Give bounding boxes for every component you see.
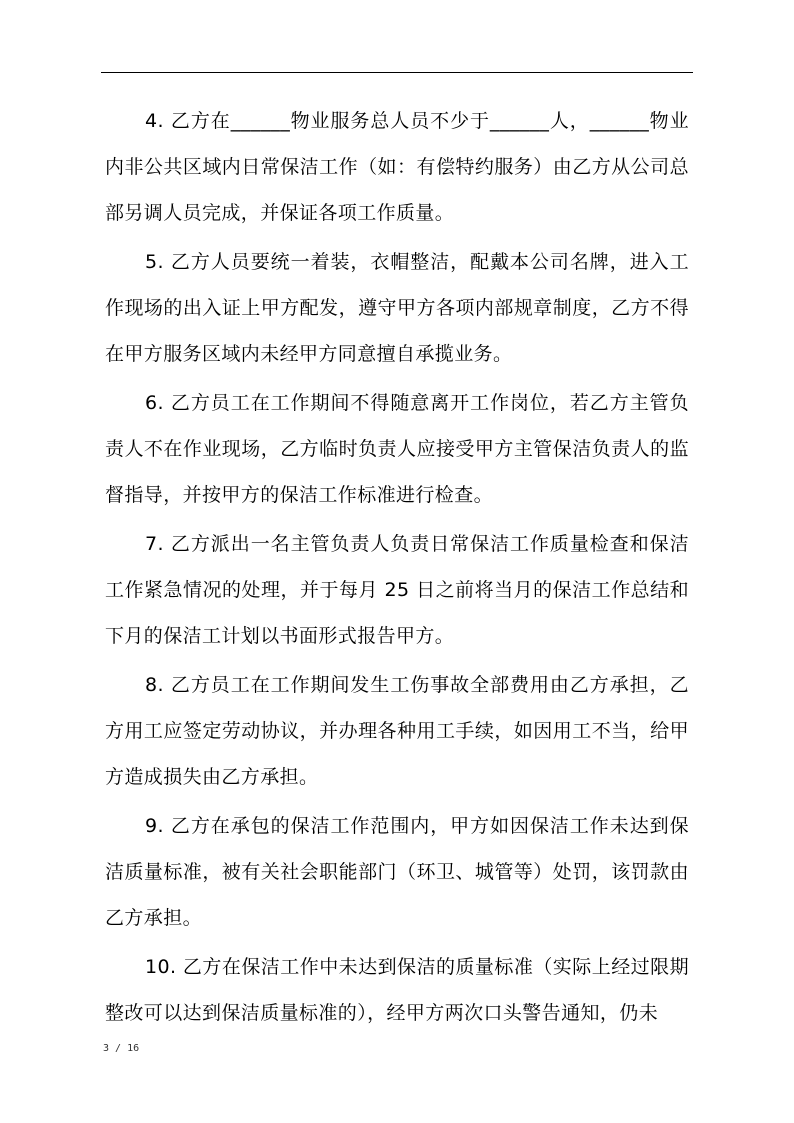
page-number: 3 / 16 xyxy=(103,1043,140,1054)
document-body xyxy=(105,98,689,1039)
header-rule xyxy=(101,72,693,73)
paragraph-7: 7. 乙方派出一名主管负责人负责日常保洁工作质量检查和保洁工作紧急情况的处理，并于每月 25 日之前将当月的保洁工作总结和下月的保洁工计划以书面形式报告甲方。 xyxy=(105,533,689,647)
paragraph-4: 4. 乙方在______物业服务总人员不少于______人，______物业内非公共区域内日常保洁工作（如：有偿特约服务）由乙方从公司总部另调人员完成，并保证各项工作质量。 xyxy=(105,110,689,224)
paragraph-9: 9. 乙方在承包的保洁工作范围内，甲方如因保洁工作未达到保洁质量标准，被有关社会职能部门（环卫、城管等）处罚，该罚款由乙方承担。 xyxy=(105,815,689,929)
paragraph-5: 5. 乙方人员要统一着装，衣帽整洁，配戴本公司名牌，进入工作现场的出入证上甲方配发，遵守甲方各项内部规章制度，乙方不得在甲方服务区域内未经甲方同意擅自承揽业务。 xyxy=(105,251,689,365)
paragraph-6: 6. 乙方员工在工作期间不得随意离开工作岗位，若乙方主管负责人不在作业现场，乙方临时负责人应接受甲方主管保洁负责人的监督指导，并按甲方的保洁工作标准进行检查。 xyxy=(105,392,689,506)
paragraph-10: 10. 乙方在保洁工作中未达到保洁的质量标准（实际上经过限期整改可以达到保洁质量标准的），经甲方两次口头警告通知，仍未 xyxy=(105,956,689,1024)
paragraph-8: 8. 乙方员工在工作期间发生工伤事故全部费用由乙方承担，乙方用工应签定劳动协议，并办理各种用工手续，如因用工不当，给甲方造成损失由乙方承担。 xyxy=(105,674,689,788)
